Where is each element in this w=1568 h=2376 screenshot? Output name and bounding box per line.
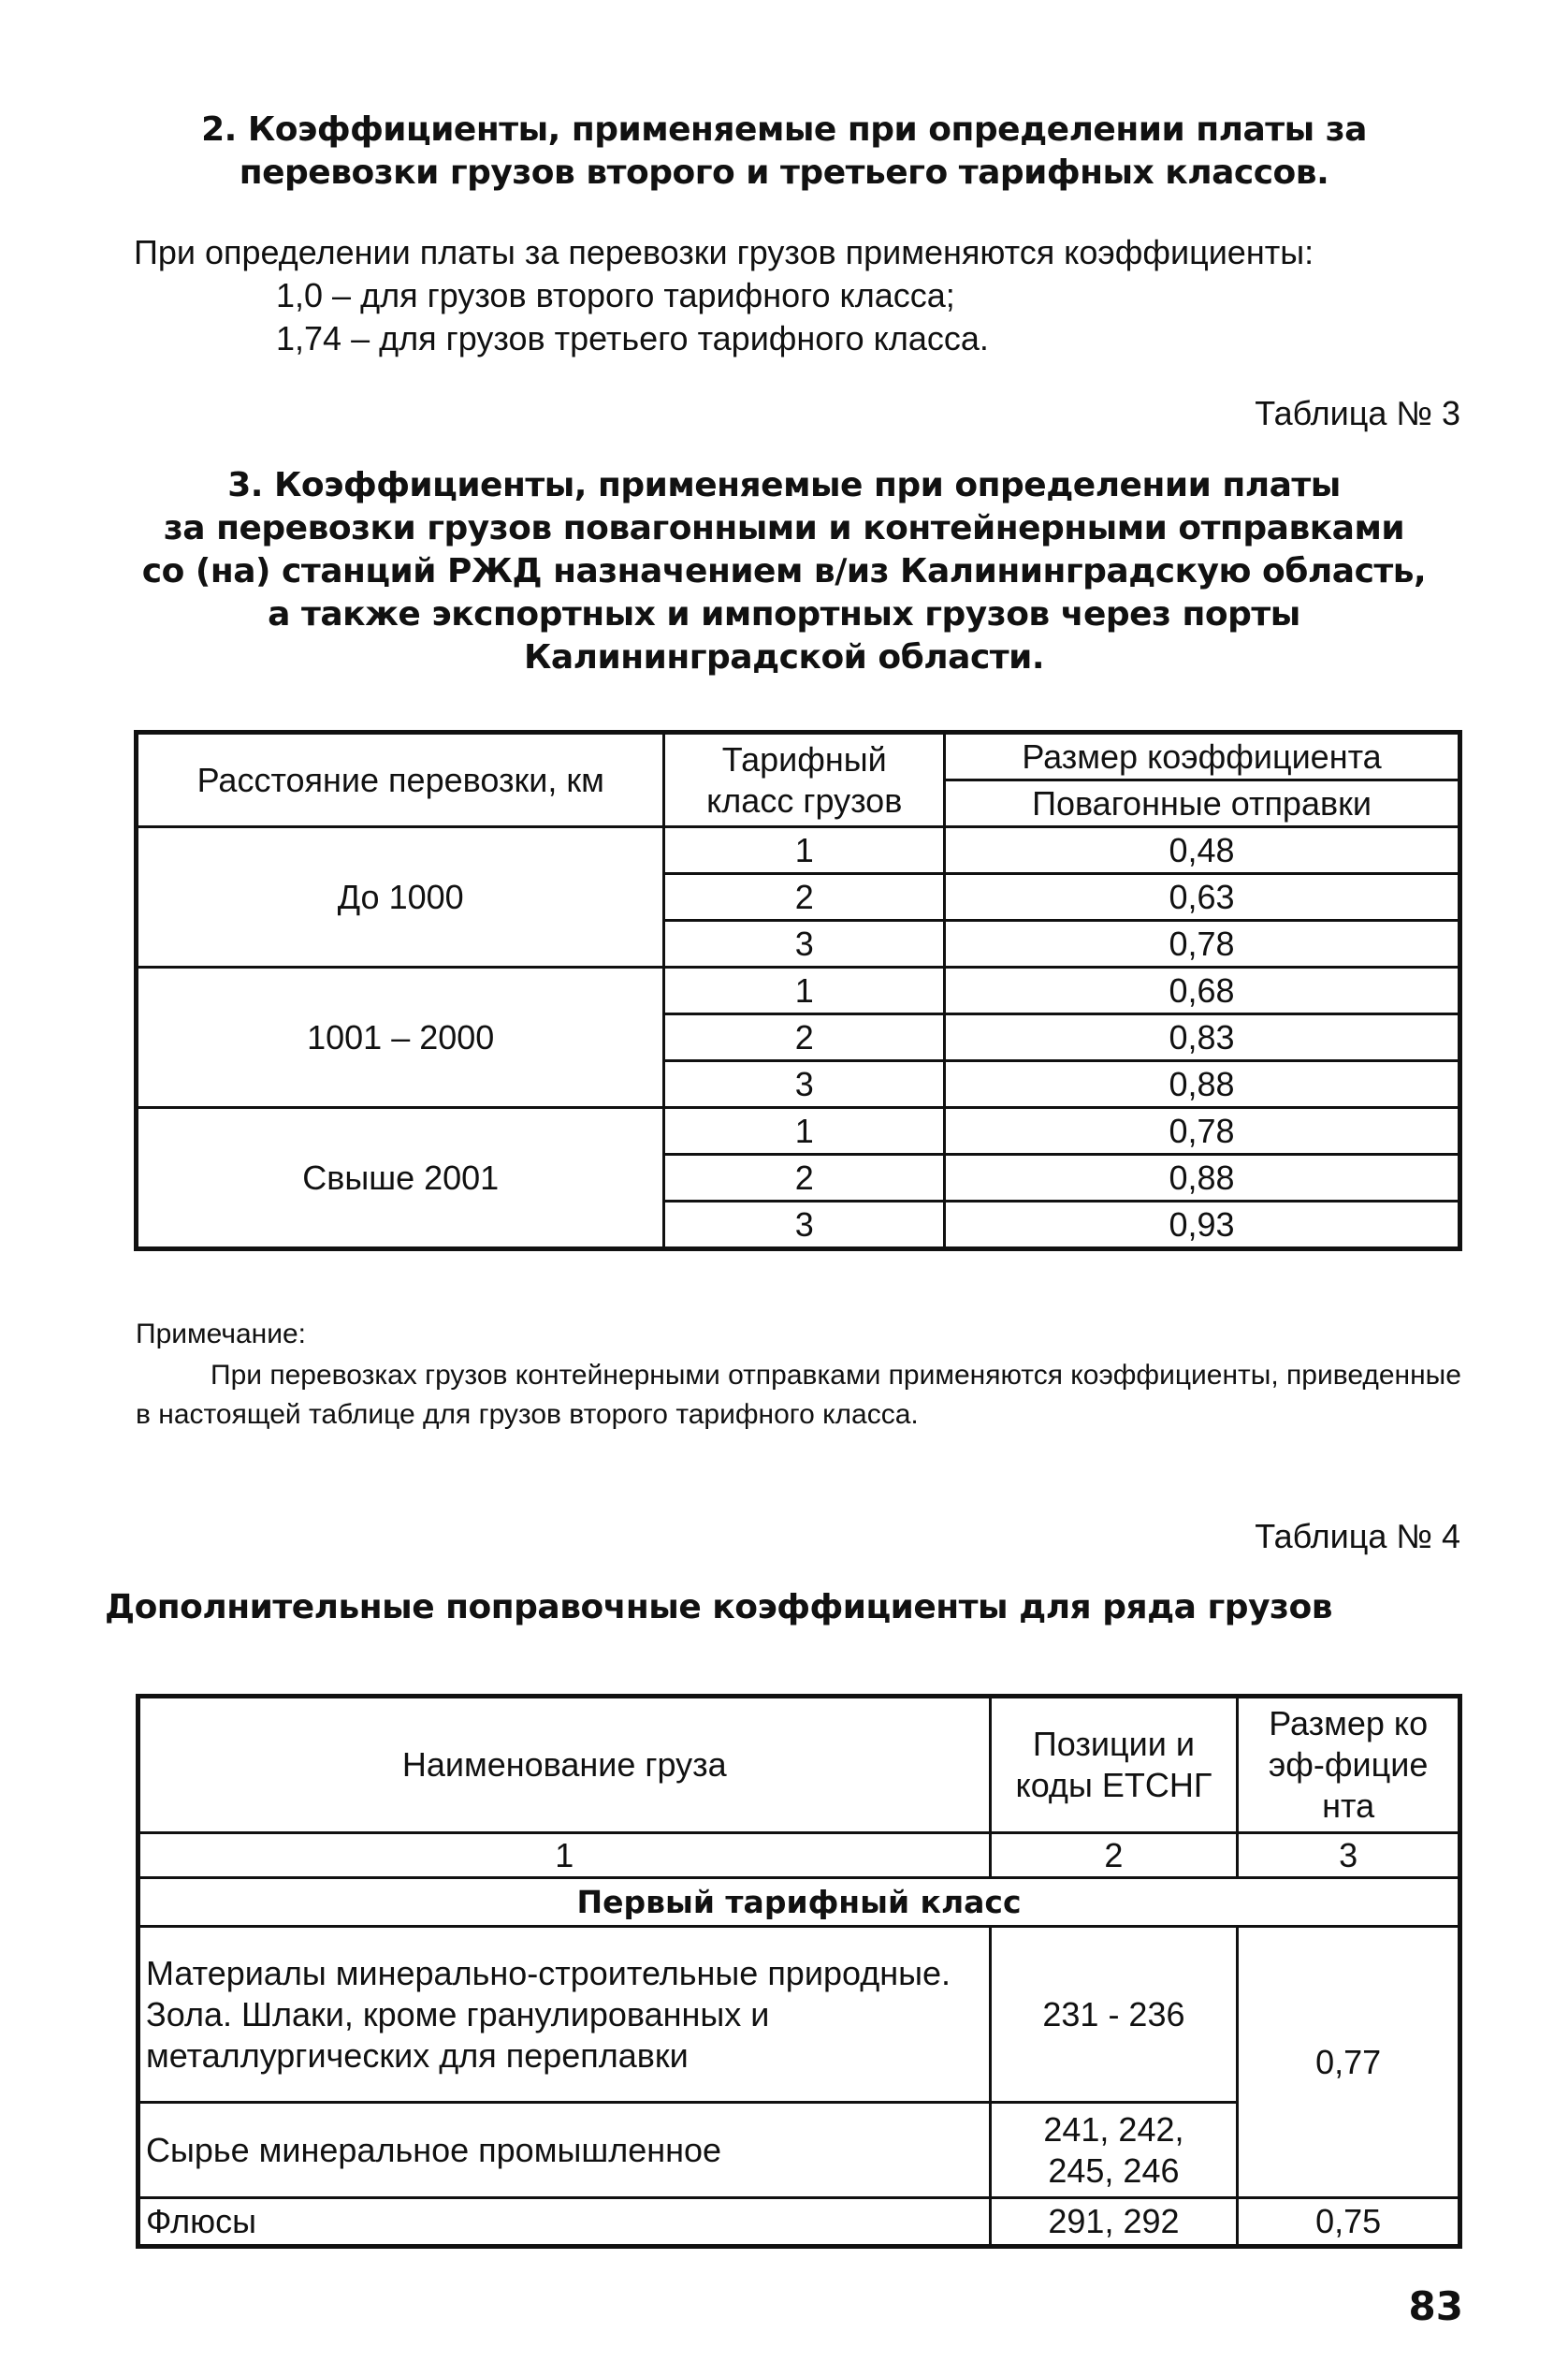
section2-intro: При определении платы за перевозки грузов применяются коэффициенты: [134, 233, 1314, 271]
cargo-name-cell: Сырье минеральное промышленное [138, 2103, 991, 2198]
table4 [136, 1694, 1462, 2249]
section2-item2: 1,74 – для грузов третьего тарифного класса. [276, 319, 989, 357]
coef-cell: 0,77 [1238, 1927, 1460, 2198]
table-header-row [138, 1697, 1460, 1833]
section2-heading-line1: 2. Коэффициенты, применяемые при определении платы за [201, 110, 1367, 149]
table-row [138, 2198, 1460, 2247]
coef-cell: 0,78 [945, 921, 1460, 968]
codes-cell: 231 - 236 [990, 1927, 1238, 2103]
coef-cell: 0,63 [945, 874, 1460, 921]
header-coef-size: Размер коэффициента [945, 733, 1460, 780]
cargo-name-cell: Флюсы [138, 2198, 991, 2247]
section2-item1: 1,0 – для грузов второго тарифного класса; [276, 276, 955, 314]
class-cell: 1 [664, 1108, 945, 1155]
distance-cell: 1001 – 2000 [137, 968, 664, 1108]
cargo-name-cell: Материалы минерально-строительные природные. Зола. Шлаки, кроме гранулированных и металлургических для переплавки [138, 1927, 991, 2103]
header-distance: Расстояние перевозки, км [137, 733, 664, 827]
column-number-row [138, 1833, 1460, 1878]
class-cell: 2 [664, 874, 945, 921]
table3-title-line4: а также экспортных и импортных грузов через порты [268, 595, 1300, 634]
table3-note-title: Примечание: [136, 1319, 306, 1349]
coef-cell: 0,88 [945, 1155, 1460, 1202]
page-number: 83 [1408, 2283, 1463, 2329]
table-row [138, 1927, 1460, 2103]
section2-heading [0, 109, 1568, 195]
class-cell: 2 [664, 1155, 945, 1202]
header-tariff-class [664, 733, 945, 827]
header-wagon-shipments: Повагонные отправки [945, 780, 1460, 827]
column-number: 2 [990, 1833, 1238, 1878]
class-cell: 1 [664, 968, 945, 1014]
table-header-row [137, 733, 1460, 780]
coef-cell: 0,48 [945, 827, 1460, 874]
section-row [138, 1878, 1460, 1927]
table-row [137, 968, 1460, 1014]
header-coef [1238, 1697, 1460, 1833]
table3-title-line5: Калининградской области. [523, 638, 1045, 677]
table4-title: Дополнительные поправочные коэффициенты для ряда грузов [105, 1588, 1332, 1626]
section2-heading-line2: перевозки грузов второго и третьего тарифных классов. [239, 153, 1329, 192]
table3 [134, 730, 1462, 1251]
column-number: 1 [138, 1833, 991, 1878]
table-row [137, 827, 1460, 874]
coef-cell: 0,83 [945, 1014, 1460, 1061]
class-cell: 3 [664, 1202, 945, 1249]
table3-title-line1: 3. Коэффициенты, применяемые при определении платы [227, 466, 1341, 504]
codes-cell-text: 241, 242, 245, 246 [1043, 2109, 1184, 2190]
class-cell: 3 [664, 921, 945, 968]
table3-note-text: При перевозках грузов контейнерными отправками применяются коэффициенты, приведенные в настоящей таблице для грузов второго тарифного класса. [136, 1360, 1461, 1430]
coef-cell: 0,68 [945, 968, 1460, 1014]
table4-label: Таблица № 4 [1255, 1517, 1460, 1555]
section-title: Первый тарифный класс [138, 1878, 1460, 1927]
table-row [137, 1108, 1460, 1155]
class-cell: 1 [664, 827, 945, 874]
header-codes [990, 1697, 1238, 1833]
codes-cell: 291, 292 [990, 2198, 1238, 2247]
distance-cell: Свыше 2001 [137, 1108, 664, 1249]
column-number: 3 [1238, 1833, 1460, 1878]
header-name: Наименование груза [138, 1697, 991, 1833]
header-tariff-class-label: Тарифный класс грузов [706, 739, 903, 820]
table3-title-line3: со (на) станций РЖД назначением в/из Калининградскую область, [141, 552, 1427, 590]
class-cell: 3 [664, 1061, 945, 1108]
coef-cell: 0,88 [945, 1061, 1460, 1108]
header-coef-label: Размер коэф-фициента [1268, 1704, 1429, 1825]
distance-cell: До 1000 [137, 827, 664, 968]
codes-cell [990, 2103, 1238, 2198]
class-cell: 2 [664, 1014, 945, 1061]
coef-cell: 0,93 [945, 1202, 1460, 1249]
table3-label: Таблица № 3 [1255, 394, 1460, 432]
table3-title-line2: за перевозки грузов повагонными и контейнерными отправками [163, 509, 1405, 547]
coef-cell: 0,78 [945, 1108, 1460, 1155]
header-codes-label: Позиции и коды ЕТСНГ [1015, 1725, 1212, 1804]
coef-cell: 0,75 [1238, 2198, 1460, 2247]
table3-title [0, 464, 1568, 679]
